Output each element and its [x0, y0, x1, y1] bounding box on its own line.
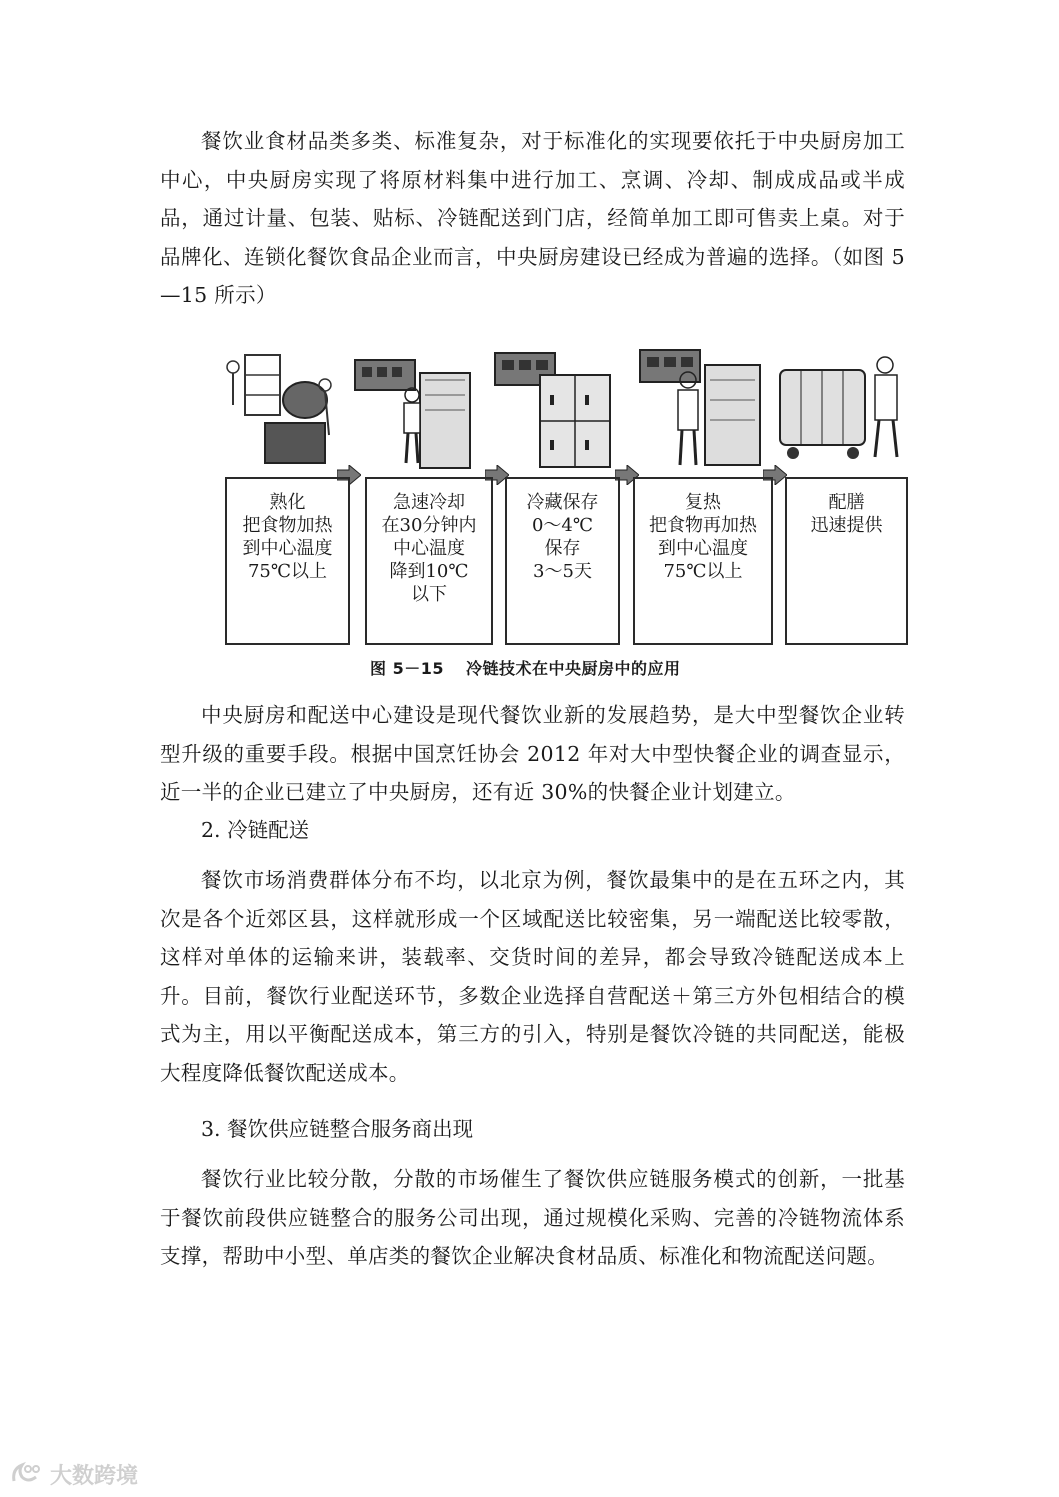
step-line: 把食物再加热 — [649, 515, 757, 536]
figure-cold-chain — [215, 345, 915, 690]
step-title: 冷藏保存 — [526, 492, 599, 513]
step-box-reheat — [633, 477, 773, 645]
step-line: 中心温度 — [393, 538, 465, 559]
illustration-cooking — [225, 345, 340, 473]
section-heading-cold-chain: 2. 冷链配送 — [201, 818, 310, 842]
step-box-cooking — [225, 477, 350, 645]
step-line: 把食物加热 — [242, 515, 333, 536]
step-line: 75℃以上 — [663, 561, 743, 582]
step-line: 保存 — [544, 538, 581, 559]
illustration-blast-chiller — [350, 345, 480, 473]
watermark — [10, 1456, 138, 1492]
step-line: 到中心温度 — [658, 538, 748, 559]
step-title: 复热 — [685, 492, 721, 513]
paragraph-distribution-center: 中央厨房和配送中心建设是现代餐饮业新的发展趋势，是大中型餐饮企业转型升级的重要手段。根据中国烹饪协会 2012 年对大中型快餐企业的调查显示，近一半的企业已建立了中央厨房，还有近 30%的快餐企业计划建立。 — [160, 703, 905, 804]
section-heading-supply-chain: 3. 餐饮供应链整合服务商出现 — [201, 1117, 474, 1141]
step-line: 降到10℃ — [389, 561, 469, 582]
step-line: 0～4℃ — [531, 515, 594, 536]
step-line: 3～5天 — [533, 561, 592, 582]
step-title: 急速冷却 — [393, 492, 465, 513]
figure-caption — [370, 656, 770, 679]
watermark-logo-icon — [10, 1461, 44, 1487]
step-title: 配膳 — [828, 492, 865, 513]
step-title: 熟化 — [269, 492, 306, 513]
illustration-reheat — [630, 345, 770, 473]
step-box-blast-chill — [365, 477, 493, 645]
step-box-serving — [785, 477, 908, 645]
figure-number: 图 5－15 — [370, 659, 444, 678]
step-line: 迅速提供 — [810, 515, 883, 536]
paragraph-central-kitchen: 餐饮业食材品类多类、标准复杂，对于标准化的实现要依托于中央厨房加工中心，中央厨房实现了将原材料集中进行加工、烹调、冷却、制成成品或半成品，通过计量、包装、贴标、冷链配送到门店，经简单加工即可售卖上桌。对于品牌化、连锁化餐饮食品企业而言，中央厨房建设已经成为普遍的选择。（如图 5—15 所示） — [160, 129, 905, 307]
step-line: 75℃以上 — [247, 561, 328, 582]
figure-caption-text: 冷链技术在中央厨房中的应用 — [465, 659, 681, 678]
step-line: 到中心温度 — [242, 538, 333, 559]
watermark-text: 大数跨境 — [50, 1463, 139, 1489]
illustration-refrigerator — [490, 345, 620, 473]
step-line: 以下 — [411, 584, 447, 605]
step-box-cold-storage — [505, 477, 620, 645]
paragraph-supply-chain: 餐饮行业比较分散，分散的市场催生了餐饮供应链服务模式的创新，一批基于餐饮前段供应链整合的服务公司出现，通过规模化采购、完善的冷链物流体系支撑，帮助中小型、单店类的餐饮企业解决食材品质、标准化和物流配送问题。 — [160, 1167, 905, 1268]
illustration-serving-cart — [775, 345, 910, 473]
step-line: 在30分钟内 — [381, 515, 477, 536]
paragraph-cold-chain: 餐饮市场消费群体分布不均，以北京为例，餐饮最集中的是在五环之内，其次是各个近郊区县，这样就形成一个区域配送比较密集，另一端配送比较零散，这样对单体的运输来讲，装载率、交货时间的差异，都会导致冷链配送成本上升。目前，餐饮行业配送环节，多数企业选择自营配送＋第三方外包相结合的模式为主，用以平衡配送成本，第三方的引入，特别是餐饮冷链的共同配送，能极大程度降低餐饮配送成本。 — [160, 868, 905, 1085]
